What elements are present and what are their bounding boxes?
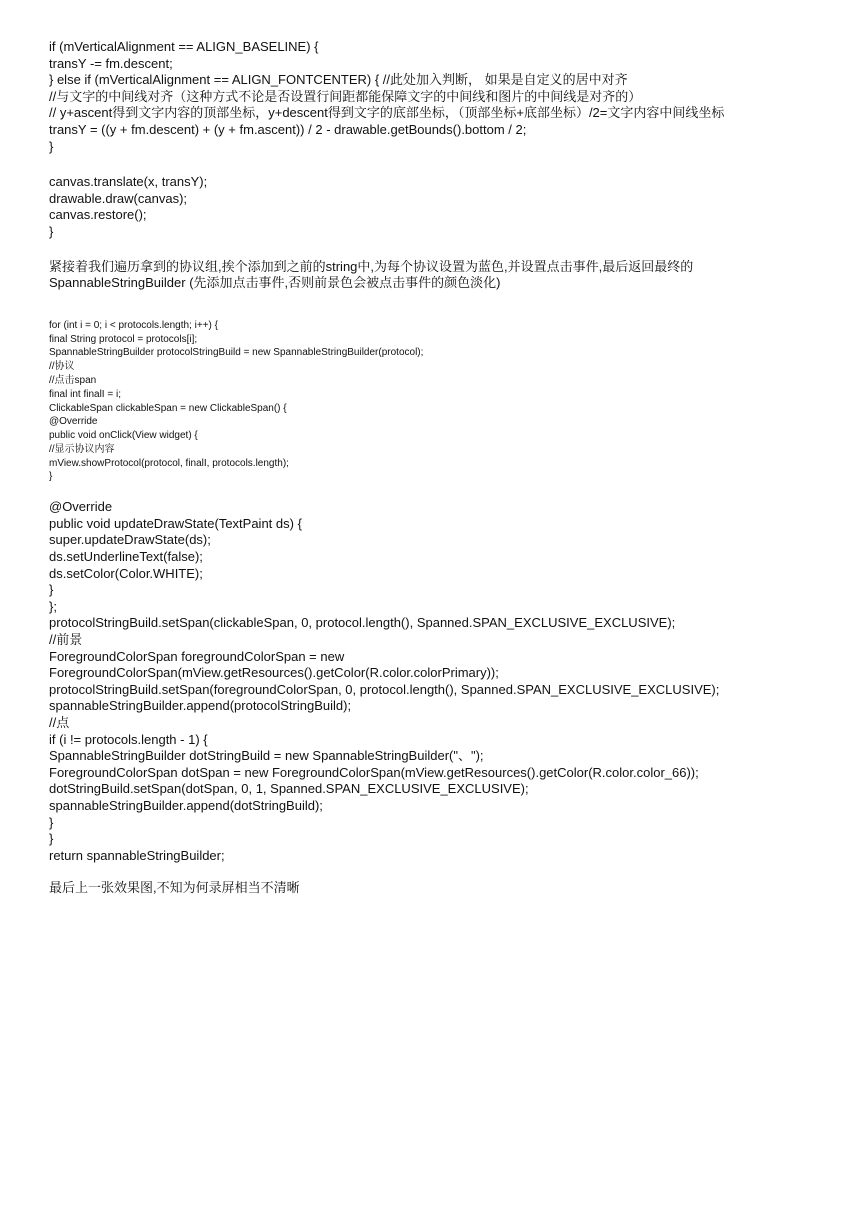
- text-line: canvas.translate(x, transY);: [49, 174, 208, 190]
- text-line: SpannableStringBuilder (先添加点击事件,否则前景色会被点击事件的颜色淡化): [49, 275, 501, 291]
- text-line: }: [49, 223, 54, 239]
- text-line: if (i != protocols.length - 1) {: [49, 731, 208, 747]
- text-line: spannableStringBuilder.append(dotStringBuild);: [49, 797, 323, 813]
- text-line: ClickableSpan clickableSpan = new ClickableSpan() {: [49, 402, 287, 414]
- text-line: //点: [49, 715, 70, 730]
- text-line: if (mVerticalAlignment == ALIGN_BASELINE) {: [49, 39, 319, 54]
- code-block-span-setup: [49, 499, 849, 864]
- text-line: @Override: [49, 416, 98, 428]
- text-line: final String protocol = protocols[i];: [49, 333, 198, 345]
- text-line: ForegroundColorSpan foregroundColorSpan = new: [49, 648, 345, 664]
- text-line: transY = ((y + fm.descent) + (y + fm.ascent)) / 2 - drawable.getBounds().bottom / 2;: [49, 121, 527, 137]
- text-line: canvas.restore();: [49, 207, 147, 223]
- text-line: }: [49, 582, 54, 598]
- text-line: }: [49, 138, 54, 154]
- text-line: ds.setUnderlineText(false);: [49, 549, 203, 565]
- text-line: super.updateDrawState(ds);: [49, 532, 211, 548]
- text-line: }: [49, 814, 54, 830]
- text-line: 最后上一张效果图,不知为何录屏相当不清晰: [49, 880, 300, 896]
- paragraph-protocol-intro: [49, 259, 849, 292]
- text-line: dotStringBuild.setSpan(dotSpan, 0, 1, Spanned.SPAN_EXCLUSIVE_EXCLUSIVE);: [49, 781, 529, 797]
- text-line: //点击span: [49, 374, 97, 386]
- text-line: for (int i = 0; i < protocols.length; i++) {: [49, 319, 218, 331]
- text-line: //协议: [49, 361, 75, 373]
- text-line: mView.showProtocol(protocol, finalI, protocols.length);: [49, 457, 289, 469]
- text-line: } else if (mVerticalAlignment == ALIGN_FONTCENTER) { //此处加入判断， 如果是自定义的居中对齐: [49, 72, 628, 88]
- text-line: 紧接着我们遍历拿到的协议组,挨个添加到之前的string中,为每个协议设置为蓝色,并设置点击事件,最后返回最终的: [49, 258, 694, 274]
- text-line: };: [49, 598, 57, 614]
- text-line: SpannableStringBuilder dotStringBuild = new SpannableStringBuilder("、");: [49, 748, 484, 764]
- text-line: drawable.draw(canvas);: [49, 190, 188, 206]
- text-line: //前景: [49, 632, 83, 648]
- text-line: transY -= fm.descent;: [49, 55, 173, 71]
- text-line: ForegroundColorSpan dotSpan = new ForegroundColorSpan(mView.getResources().getColor(R.color.color_66));: [49, 764, 699, 780]
- text-line: protocolStringBuild.setSpan(foregroundColorSpan, 0, protocol.length(), Spanned.SPAN_EXCLUSIVE_EXCLUSIVE);: [49, 681, 720, 697]
- paragraph-closing-note: [49, 880, 849, 897]
- code-block-protocol-loop: [49, 319, 849, 485]
- text-line: protocolStringBuild.setSpan(clickableSpan, 0, protocol.length(), Spanned.SPAN_EXCLUSIVE_EXCLUSIVE);: [49, 615, 676, 631]
- text-line: }: [49, 471, 53, 483]
- text-line: ds.setColor(Color.WHITE);: [49, 565, 203, 581]
- text-line: }: [49, 831, 54, 847]
- text-line: public void onClick(View widget) {: [49, 430, 198, 442]
- text-line: final int finalI = i;: [49, 388, 121, 400]
- code-block-canvas: [49, 174, 849, 240]
- text-line: public void updateDrawState(TextPaint ds) {: [49, 515, 302, 531]
- text-line: spannableStringBuilder.append(protocolStringBuild);: [49, 698, 352, 714]
- text-line: @Override: [49, 499, 113, 515]
- text-line: //与文字的中间线对齐（这种方式不论是否设置行间距都能保障文字的中间线和图片的中间线是对齐的）: [49, 88, 642, 104]
- text-line: return spannableStringBuilder;: [49, 847, 225, 863]
- document-page: [49, 39, 849, 897]
- code-block-alignment: [49, 39, 849, 155]
- text-line: ForegroundColorSpan(mView.getResources().getColor(R.color.colorPrimary));: [49, 665, 499, 681]
- text-line: // y+ascent得到文字内容的顶部坐标，y+descent得到文字的底部坐标，（顶部坐标+底部坐标）/2=文字内容中间线坐标: [49, 105, 725, 121]
- text-line: //显示协议内容: [49, 443, 115, 455]
- text-line: SpannableStringBuilder protocolStringBuild = new SpannableStringBuilder(protocol);: [49, 347, 424, 359]
